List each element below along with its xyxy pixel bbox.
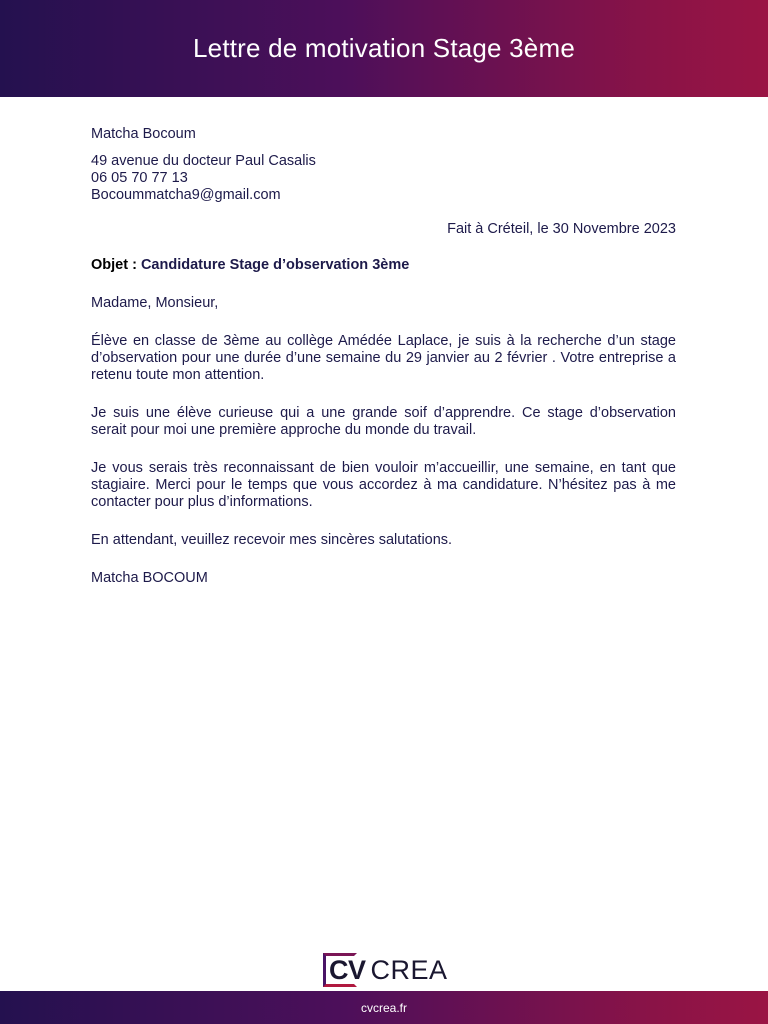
signature: Matcha BOCOUM xyxy=(91,570,208,586)
sender-email: Bocoummatcha9@gmail.com xyxy=(91,187,281,203)
subject-text: Candidature Stage d’observation 3ème xyxy=(140,257,410,273)
date-line: Fait à Créteil, le 30 Novembre 2023 xyxy=(447,221,676,237)
logo-crea-text: CREA xyxy=(370,954,448,985)
letter-title: Lettre de motivation Stage 3ème xyxy=(193,33,575,63)
sender-address: 49 avenue du docteur Paul Casalis xyxy=(91,153,316,169)
subject-label: Objet : xyxy=(91,257,137,273)
letter-body xyxy=(91,126,676,587)
paragraph-intro: Élève en classe de 3ème au collège Amédée Laplace, je suis à la recherche d’un stage d’observation pour une durée d’une semaine du 29 janvier au 2 février . Votre entreprise a retenu toute mon attention. xyxy=(91,333,676,383)
paragraph-closing: En attendant, veuillez recevoir mes sincères salutations. xyxy=(91,532,453,548)
header-banner xyxy=(0,0,768,97)
footer-banner xyxy=(0,991,768,1024)
sender-name: Matcha Bocoum xyxy=(91,126,196,142)
salutation: Madame, Monsieur, xyxy=(91,295,219,311)
sender-phone: 06 05 70 77 13 xyxy=(91,170,188,186)
cvcrea-logo xyxy=(323,953,448,987)
paragraph-motivation: Je suis une élève curieuse qui a une grande soif d’apprendre. Ce stage d’observation serait pour moi une première approche du monde du travail. xyxy=(91,405,676,438)
logo-cv-text: CV xyxy=(329,954,366,985)
subject-line xyxy=(91,257,676,274)
paragraph-request: Je vous serais très reconnaissant de bien vouloir m’accueillir, une semaine, en tant que stagiaire. Merci pour le temps que vous accordez à ma candidature. N’hésitez pas à me contacter pour plus d’informations. xyxy=(91,460,676,510)
footer-url[interactable]: cvcrea.fr xyxy=(360,1000,407,1015)
logo-frame xyxy=(323,953,368,987)
